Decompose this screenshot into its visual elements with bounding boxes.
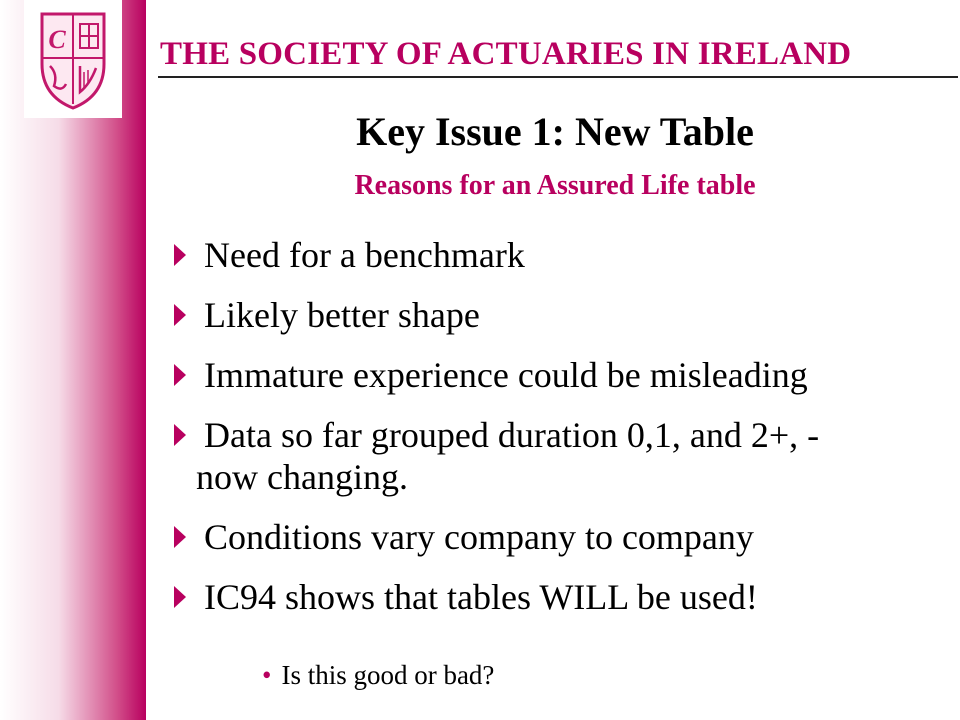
bullet-item (172, 516, 952, 558)
triangle-bullet-icon (174, 364, 186, 386)
bullet-list (172, 234, 952, 636)
bullet-item (172, 576, 952, 618)
bullet-text: IC94 shows that tables WILL be used! (204, 577, 758, 617)
triangle-bullet-icon (174, 526, 186, 548)
bullet-text: Immature experience could be misleading (204, 355, 808, 395)
dot-bullet-icon: • (262, 660, 272, 690)
triangle-bullet-icon (174, 244, 186, 266)
bullet-text: Need for a benchmark (204, 235, 525, 275)
society-crest-icon (24, 0, 122, 118)
header-divider (158, 76, 958, 78)
bullet-item (172, 294, 952, 336)
svg-text:C: C (48, 25, 66, 54)
slide-title: Key Issue 1: New Table (356, 109, 754, 154)
slide-subtitle: Reasons for an Assured Life table (354, 170, 756, 201)
bullet-text: Conditions vary company to company (204, 517, 754, 557)
triangle-bullet-icon (174, 586, 186, 608)
sub-bullet-text: Is this good or bad? (281, 660, 495, 690)
bullet-item (172, 234, 952, 276)
organization-name: THE SOCIETY OF ACTUARIES IN IRELAND (160, 36, 852, 72)
bullet-text: Likely better shape (204, 295, 480, 335)
triangle-bullet-icon (174, 424, 186, 446)
bullet-item (172, 414, 952, 498)
bullet-text: Data so far grouped duration 0,1, and 2+, - (204, 415, 820, 455)
bullet-text-continued: now changing. (196, 457, 408, 497)
triangle-bullet-icon (174, 304, 186, 326)
bullet-item (172, 354, 952, 396)
sub-bullet (262, 660, 494, 691)
